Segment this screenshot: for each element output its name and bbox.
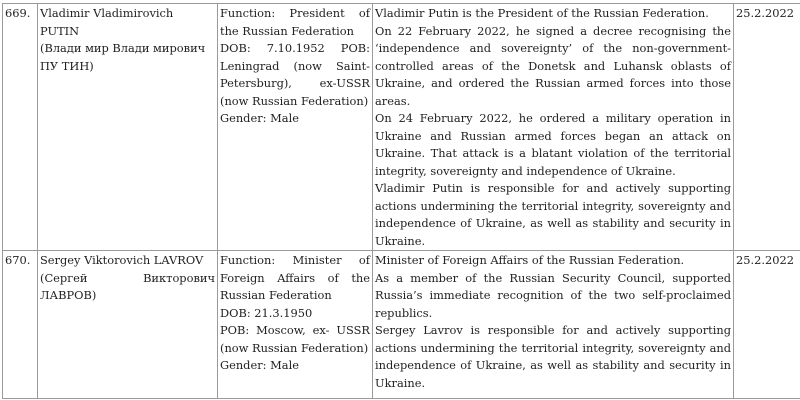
person-name-cyrillic bbox=[40, 270, 215, 288]
listing-date: 25.2.2022 bbox=[734, 251, 800, 399]
reason-paragraph: On 22 February 2022, he signed a decree recognising the ‘independence and sovereignty’ of the non-government-controlled areas of the Donetsk and Luhansk oblasts of Ukraine, and ordered the Russian armed forces into those areas. bbox=[375, 23, 731, 108]
person-name-cyrillic: (Влади мир Влади мирович ПУ ТИН) bbox=[40, 41, 206, 73]
table-row bbox=[3, 4, 800, 251]
reason-paragraph: Minister of Foreign Affairs of the Russian Federation. bbox=[375, 253, 685, 267]
cyrillic-surname: ЛАВРОВ) bbox=[40, 288, 97, 302]
dob-pob-text: DOB: 7.10.1952 POB: Leningrad (now Saint-Petersburg), ex-USSR (now Russian Federation) bbox=[220, 41, 370, 108]
person-name: Vladimir Vladimirovich PUTIN bbox=[40, 6, 174, 38]
dob-text: DOB: 21.3.1950 bbox=[220, 305, 313, 320]
sanctions-table bbox=[2, 3, 800, 399]
gender-text: Gender: Male bbox=[220, 111, 299, 125]
table-row bbox=[3, 251, 800, 399]
reason-paragraph: Vladimir Putin is the President of the Russian Federation. bbox=[375, 6, 709, 20]
person-name: Sergey Viktorovich LAVROV bbox=[40, 253, 204, 267]
identifying-info-cell bbox=[218, 4, 373, 251]
reasons-cell bbox=[373, 4, 734, 251]
function-text: Function: Minister of Foreign Affairs of the Russian Federation bbox=[220, 253, 370, 302]
person-name-cell bbox=[38, 4, 218, 251]
listing-date: 25.2.2022 bbox=[734, 4, 800, 251]
entry-number: 670. bbox=[3, 251, 38, 399]
gender-text: Gender: Male bbox=[220, 358, 299, 372]
entry-number: 669. bbox=[3, 4, 38, 251]
cyrillic-first-name: (Сергей bbox=[40, 270, 88, 285]
reason-paragraph: Sergey Lavrov is responsible for and actively supporting actions undermining the territorial integrity, sovereignty and independence of Ukraine, as well as stability and security in Ukraine. bbox=[375, 323, 731, 390]
reason-paragraph: As a member of the Russian Security Council, supported Russia’s immediate recognition of the two self-proclaimed republics. bbox=[375, 270, 731, 320]
reasons-cell bbox=[373, 251, 734, 399]
reason-paragraph: On 24 February 2022, he ordered a military operation in Ukraine and Russian armed forces began an attack on Ukraine. That attack is a blatant violation of the territorial integrity, sovereignty and independence of Ukraine. bbox=[375, 111, 731, 178]
function-text: Function: President of the Russian Federation bbox=[220, 6, 370, 38]
pob-text: POB: Moscow, ex- USSR (now Russian Federation) bbox=[220, 323, 370, 355]
identifying-info-cell bbox=[218, 251, 373, 399]
cyrillic-patronymic: Викторович bbox=[143, 270, 215, 285]
person-name-cell bbox=[38, 251, 218, 399]
reason-paragraph: Vladimir Putin is responsible for and actively supporting actions undermining the territorial integrity, sovereignty and independence of Ukraine, as well as stability and security in Ukraine. bbox=[375, 181, 731, 248]
